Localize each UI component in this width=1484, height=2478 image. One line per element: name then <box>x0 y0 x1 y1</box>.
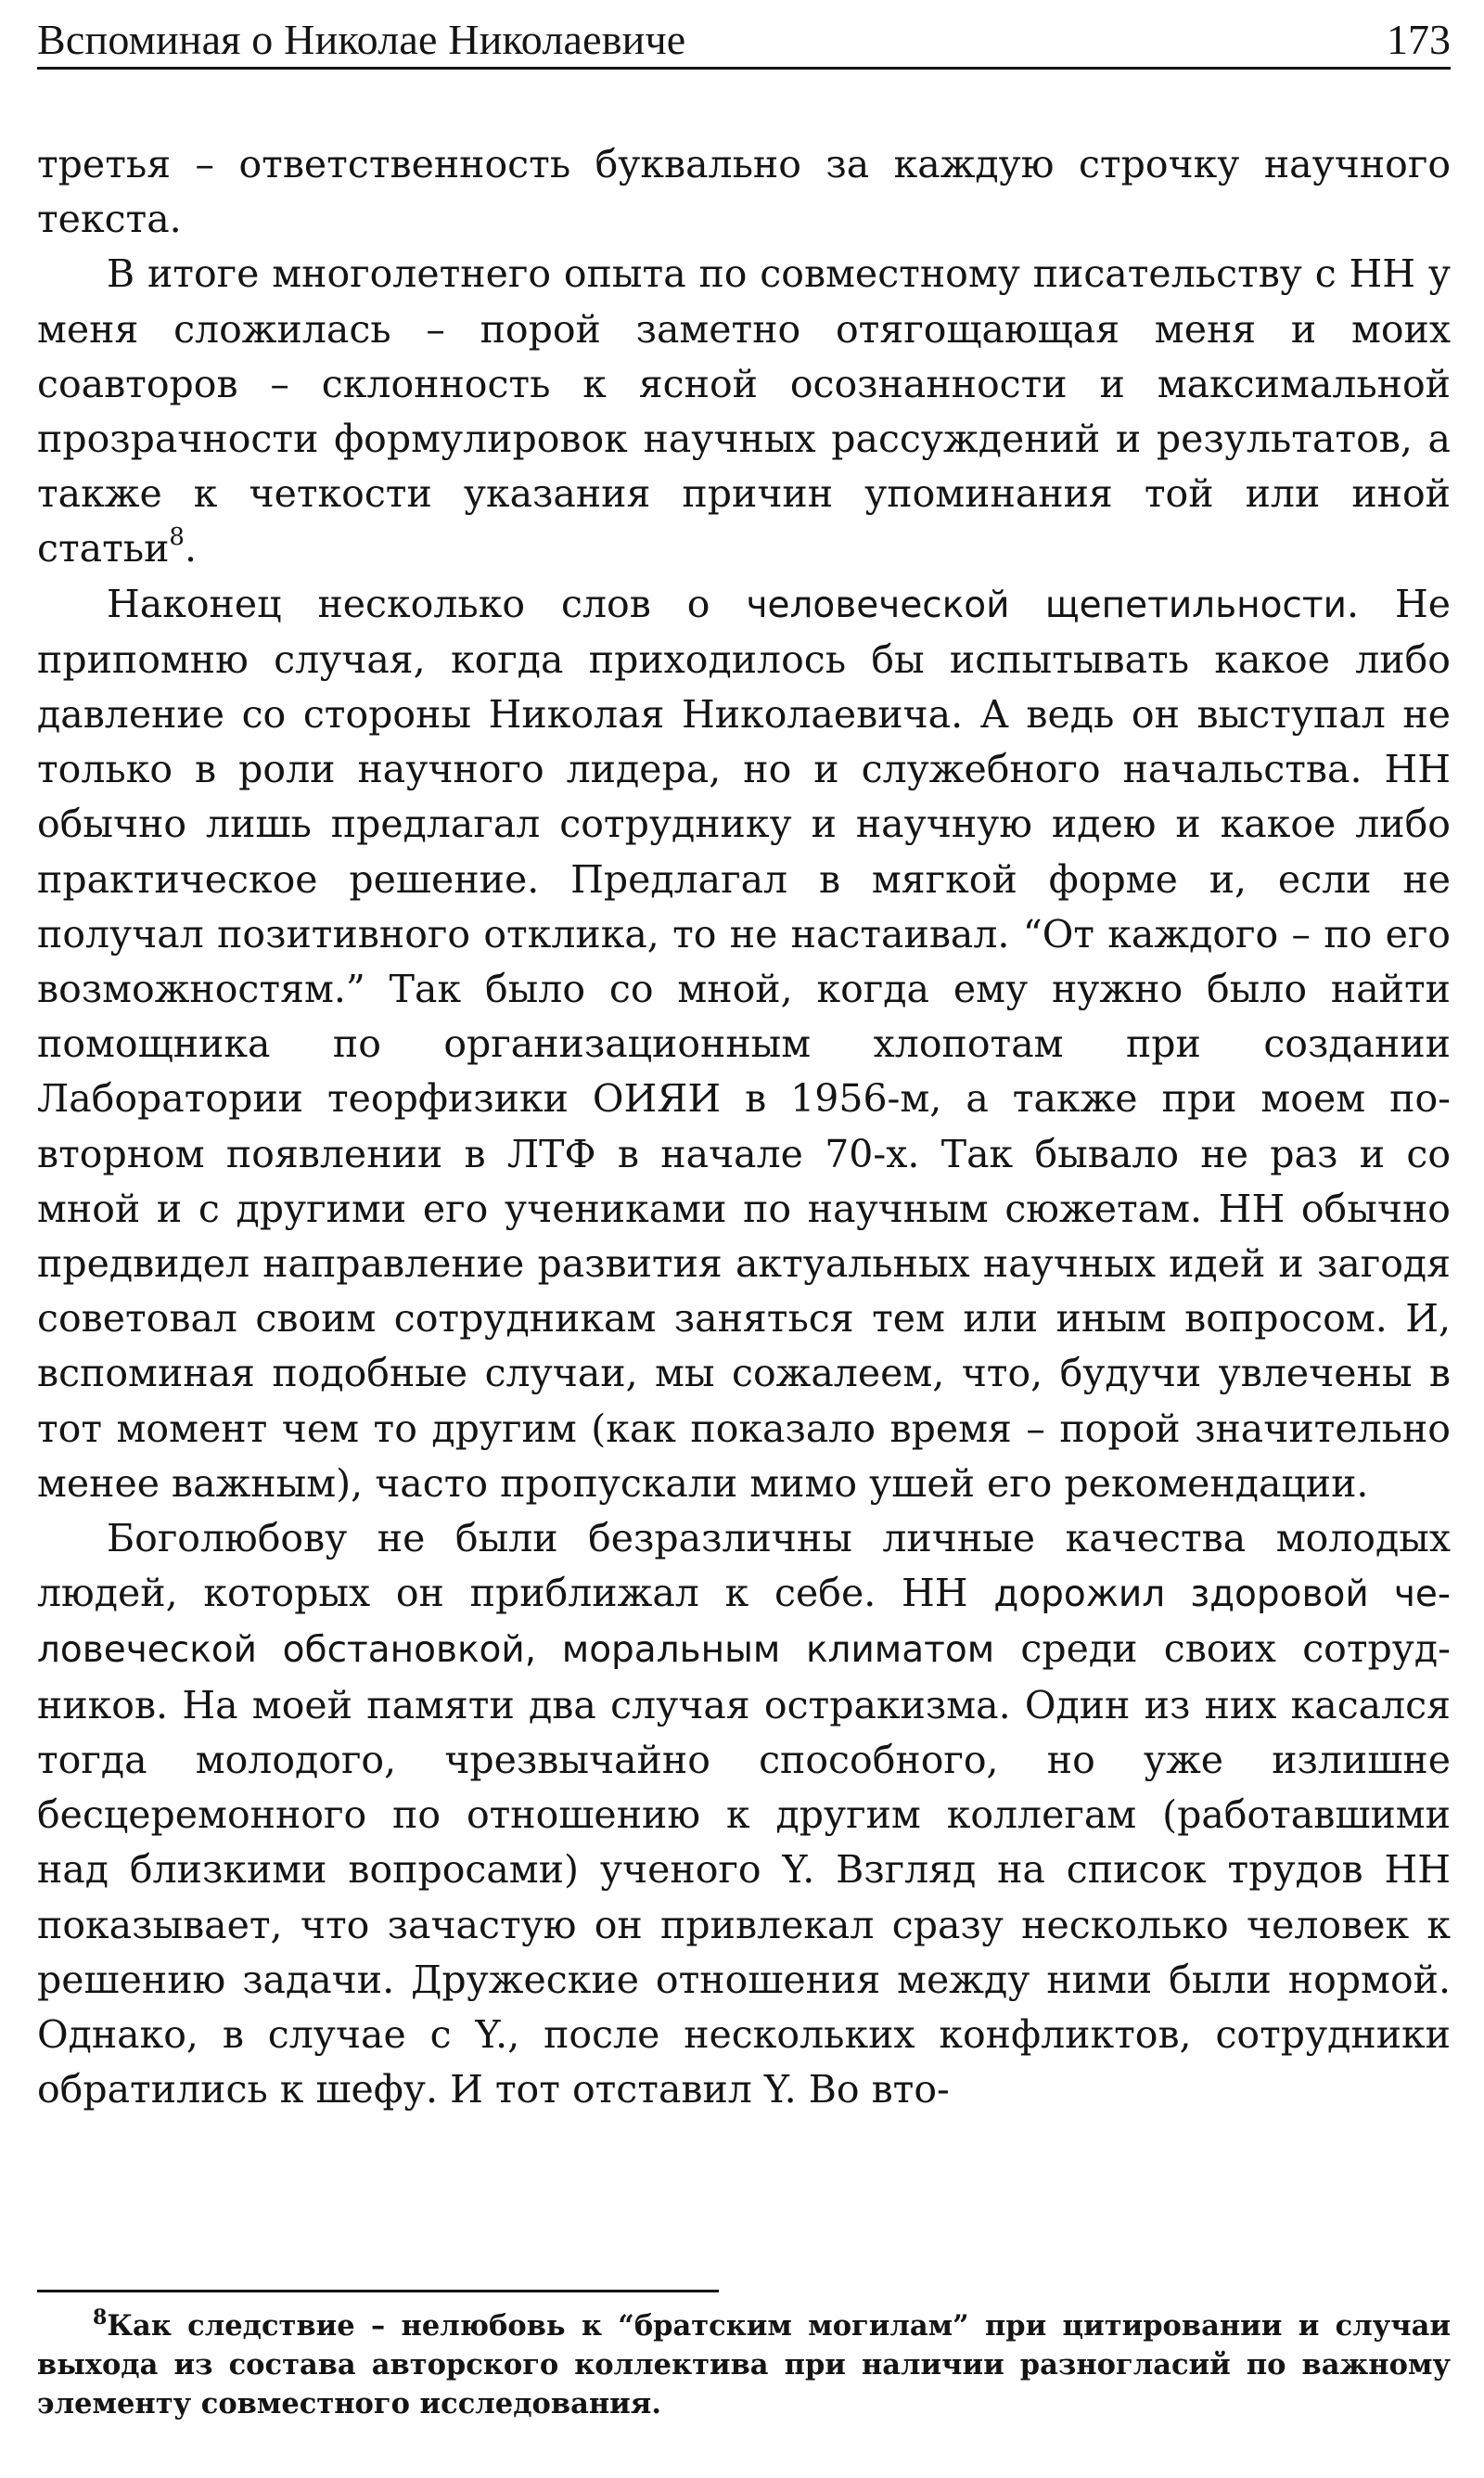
footnote <box>37 2306 1451 2423</box>
main-text <box>37 137 1451 2117</box>
paragraph-4-rest: среди своих сотрудников. На моей памяти два случая остракизма. Один из них касался тогда молодого, чрезвычайно способного, но уже излишне бесцеремонного по отношению к другим коллегам (работавшими над близкими вопросами) ученого Y. Взгляд на список трудов НН показывает, что зачастую он привлекал сразу несколько человек к решению задачи. Дружеские отношения между ними были нормой. Однако, в случае с Y., после нескольких конфликтов, сотрудники обратились к шефу. И тот отставил Y. Во вто- <box>37 1626 1452 2112</box>
running-title: Вспоминая о Николае Николаевиче <box>37 16 686 63</box>
page-number: 173 <box>1387 16 1451 63</box>
footnote-text: Как следствие – нелюбовь к “братским могилам” при цитировании и случаи выхода из состава авторского коллектива при наличии разногласий по важному элементу совместного исследования. <box>37 2309 1451 2420</box>
page-header <box>37 13 1451 70</box>
paragraph-2-end: . <box>184 526 198 571</box>
paragraph-3 <box>37 577 1451 1511</box>
footnote-divider <box>37 2290 719 2292</box>
emphasis-text: человеческой щепетильности <box>746 584 1347 626</box>
emphasis-text: дорожил здоровой человеческой обстановкой, моральным климатом <box>37 1573 1451 1672</box>
paragraph-2 <box>37 247 1451 576</box>
paragraph-3-rest: . Не припомню случая, когда приходилось бы испытывать какое либо давление со стороны Николая Николаевича. А ведь он выступал не только в роли научного лидера, но и служебного начальства. НН обычно лишь предлагал сотруднику и научную идею и какое либо практическое решение. Предлагал в мягкой форме и, если не получал позитивного отклика, то не настаивал. “От каждого – по его возможностям.” Так было со мной, когда ему нужно было найти помощника по организационным хлопотам при создании Лаборатории теорфизики ОИЯИ в 1956-м, а также при моем повторном появлении в ЛТФ в начале 70-х. Так бывало не раз и со мной и с другими его учениками по научным сюжетам. НН обычно предвидел направление развития актуальных научных идей и загодя советовал своим сотрудникам заняться тем или иным вопросом. И, вспоминая подобные случаи, мы сожалеем, что, будучи увлечены в тот момент чем то другим (как показало время – порой значительно менее важным), часто пропускали мимо ушей его рекомендации. <box>37 581 1452 1506</box>
paragraph-4 <box>37 1511 1451 2117</box>
paragraph-2-text: В итоге многолетнего опыта по совместному писательству с НН у меня сложилась – порой заметно отягощающая меня и моих соавторов – склонность к ясной осознанности и максимальной прозрачности формулировок научных рассуждений и результатов, а также к четкости указания причин упоминания той или иной статьи <box>37 251 1451 571</box>
footnote-reference: 8 <box>169 523 185 552</box>
paragraph-4-start: Боголюбову не были безразличны личные качества молодых людей, которых он приближал к себе. НН <box>37 1516 1451 1616</box>
paragraph-1: третья – ответственность буквально за каждую строчку научного текста. <box>37 142 1451 242</box>
paragraph-3-start: Наконец несколько слов о <box>107 581 747 626</box>
book-page <box>37 0 1451 2478</box>
footnote-marker: 8 <box>93 2305 108 2330</box>
